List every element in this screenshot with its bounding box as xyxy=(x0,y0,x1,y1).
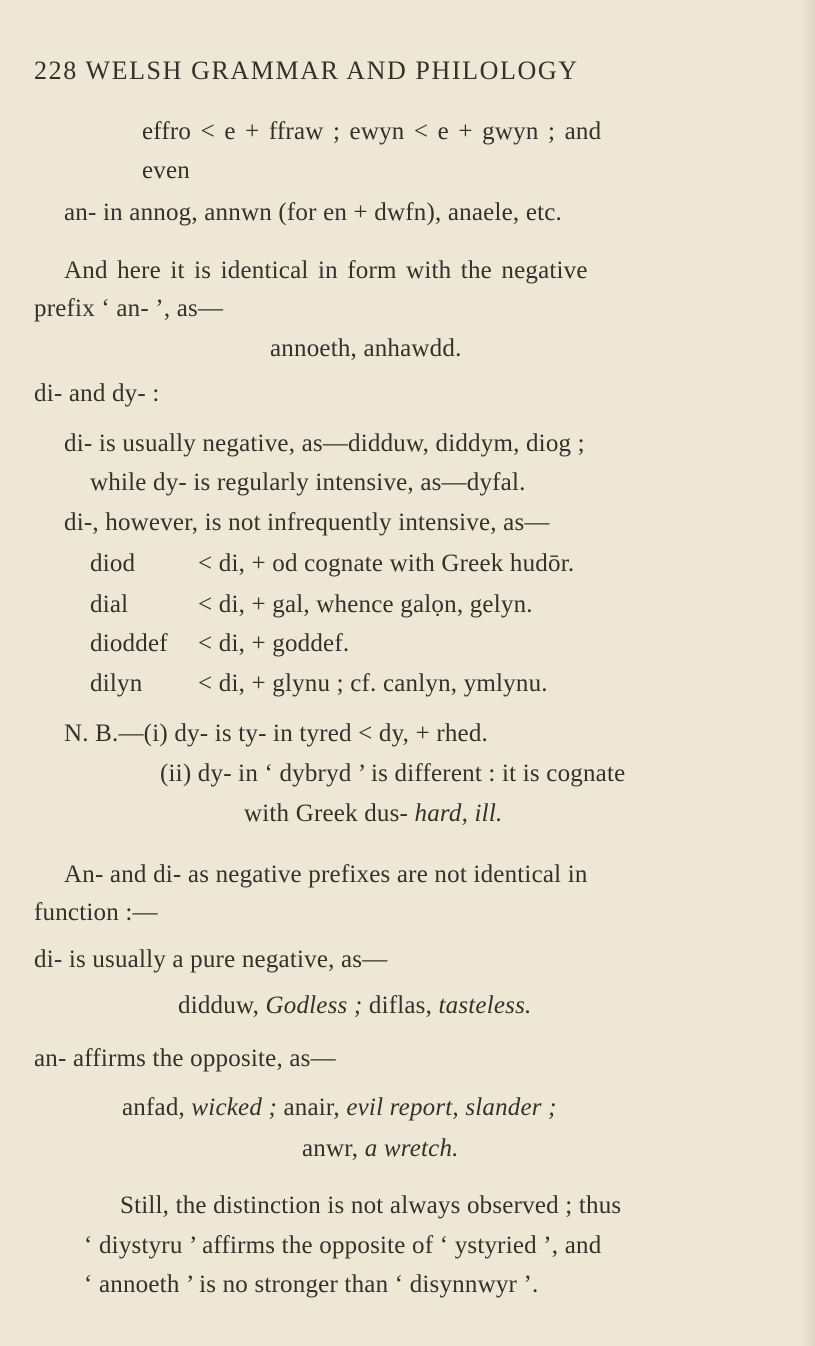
note-line: (ii) dy- in ‘ dybryd ’ is different : it is cognate xyxy=(160,760,626,787)
gloss: wicked ; xyxy=(191,1094,278,1121)
example-derivation: < di, + gal, whence galọn, gelyn. xyxy=(198,591,533,618)
page-edge-shadow xyxy=(801,0,815,1346)
text-line: annoeth, anhawdd. xyxy=(270,335,462,362)
welsh-word: didduw, xyxy=(178,992,266,1019)
gloss: a wretch. xyxy=(364,1135,459,1162)
example-word: dioddef xyxy=(90,630,168,657)
text-line: di- is usually negative, as—didduw, diddym, diog ; xyxy=(64,430,585,457)
example-line xyxy=(178,991,531,1021)
example-line xyxy=(302,1134,459,1164)
gloss: evil report, slander ; xyxy=(346,1094,557,1121)
running-title: WELSH GRAMMAR AND PHILOLOGY xyxy=(85,56,579,85)
text-line: ‘ diystyru ’ affirms the opposite of ‘ ystyried ’, and xyxy=(84,1232,602,1259)
example-word: diod xyxy=(90,550,136,577)
text-line: an- in annog, annwn (for en + dwfn), anaele, etc. xyxy=(64,199,563,226)
welsh-word: anwr, xyxy=(302,1135,365,1162)
text-line: And here it is identical in form with the negative xyxy=(64,257,588,284)
text-line: ‘ annoeth ’ is no stronger than ‘ disynnwyr ’. xyxy=(84,1271,539,1298)
note-text: with Greek dus- xyxy=(244,800,415,827)
example-line xyxy=(122,1093,557,1123)
text-line: function :— xyxy=(34,899,158,926)
example-derivation: < di, + goddef. xyxy=(198,630,350,657)
text-line: an- affirms the opposite, as— xyxy=(34,1045,336,1072)
example-derivation: < di, + od cognate with Greek hudōr. xyxy=(198,550,575,577)
note-line: N. B.—(i) dy- is ty- in tyred < dy, + rhed. xyxy=(64,720,489,747)
welsh-word: diflas, xyxy=(362,992,439,1019)
text-line: prefix ‘ an- ’, as— xyxy=(34,295,224,322)
section-heading: di- and dy- : xyxy=(34,380,160,407)
note-line xyxy=(244,799,502,829)
note-gloss: hard, ill. xyxy=(414,800,503,827)
example-derivation: < di, + glynu ; cf. canlyn, ymlynu. xyxy=(198,670,548,697)
text-line: di- is usually a pure negative, as— xyxy=(34,946,388,973)
running-header xyxy=(34,56,579,86)
text-line: while dy- is regularly intensive, as—dyfal. xyxy=(90,469,526,496)
text-line: even xyxy=(142,157,190,184)
text-line: effro < e + ffraw ; ewyn < e + gwyn ; and xyxy=(142,118,602,145)
text-line: An- and di- as negative prefixes are not identical in xyxy=(64,861,588,888)
welsh-word: anfad, xyxy=(122,1094,192,1121)
text-line: di-, however, is not infrequently intensive, as— xyxy=(64,509,550,536)
example-word: dial xyxy=(90,591,129,618)
page-number: 228 xyxy=(34,56,78,85)
gloss: tasteless. xyxy=(438,992,532,1019)
example-word: dilyn xyxy=(90,670,143,697)
text-line: Still, the distinction is not always observed ; thus xyxy=(120,1192,622,1219)
gloss: Godless ; xyxy=(265,992,363,1019)
welsh-word: anair, xyxy=(277,1094,347,1121)
